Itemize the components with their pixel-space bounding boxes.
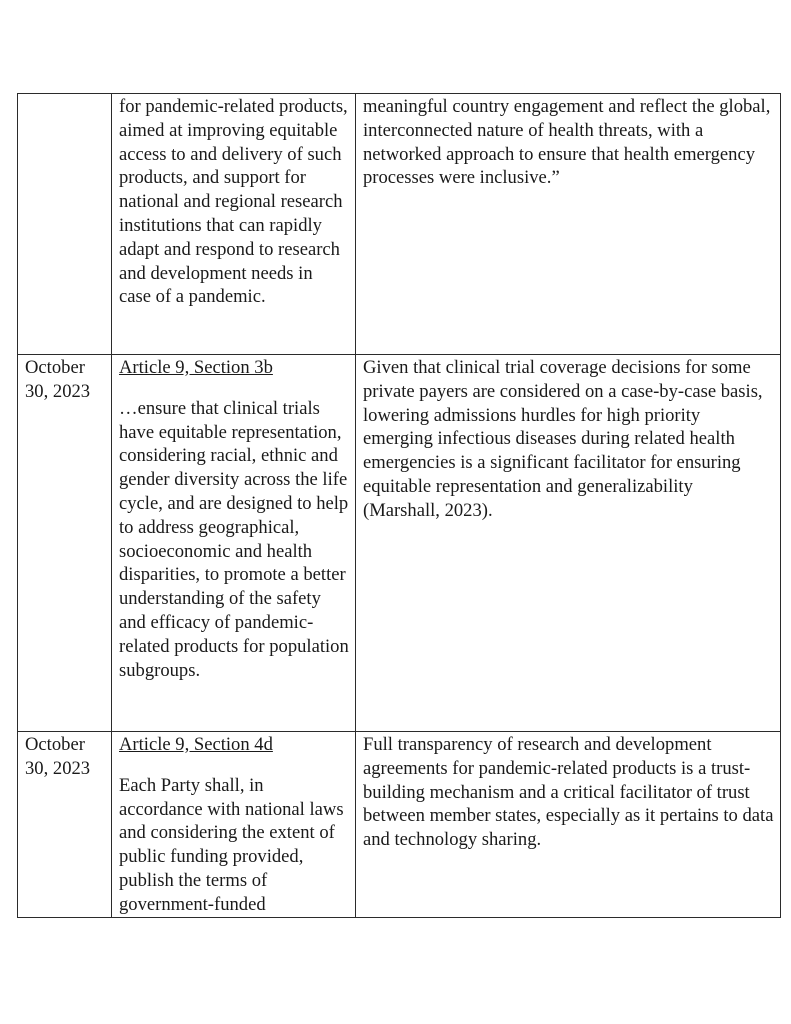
article-text: for pandemic-related products, aimed at improving equitable access to and delivery of such products, and support for national and regional research institutions that can rapidly adapt and respond to research and development needs in case of a pandemic. (119, 96, 348, 308)
table-row (18, 355, 781, 732)
comment-cell (356, 732, 781, 918)
comment-cell (356, 94, 781, 355)
article-text: Each Party shall, in accordance with national laws and considering the extent of public funding provided, publish the terms of government-funded (119, 774, 344, 915)
table-row (18, 94, 781, 355)
comments-table (17, 93, 781, 918)
date-cell (18, 94, 112, 355)
date-cell (18, 732, 112, 918)
table-row (18, 732, 781, 918)
article-text: …ensure that clinical trials have equitable representation, considering racial, ethnic and gender diversity across the life cycle, and are designed to help to address geographical, socioeconomic and health disparities, to promote a better understanding of the safety and efficacy of pandemic-related products for population subgroups. (119, 397, 349, 681)
date-cell (18, 355, 112, 732)
comment-text: meaningful country engagement and reflect the global, interconnected nature of health threats, with a networked approach to ensure that health emergency processes were inclusive.” (363, 96, 771, 189)
comment-text: Given that clinical trial coverage decisions for some private payers are considered on a case-by-case basis, lowering admissions hurdles for high priority emerging infectious diseases during related health emergencies is a significant facilitator for ensuring equitable representation and generalizability (Marshall, 2023). (363, 357, 763, 521)
article-heading: Article 9, Section 3b (119, 357, 273, 378)
article-cell (112, 94, 356, 355)
date-text: October 30, 2023 (25, 357, 91, 402)
article-heading: Article 9, Section 4d (119, 734, 273, 755)
comment-text: Full transparency of research and development agreements for pandemic-related products is a trust-building mechanism and a critical facilitator of trust between member states, especially as it pertains to data and technology sharing. (363, 734, 774, 851)
comment-cell (356, 355, 781, 732)
article-cell (112, 732, 356, 918)
article-cell (112, 355, 356, 732)
date-text: October 30, 2023 (25, 734, 91, 779)
